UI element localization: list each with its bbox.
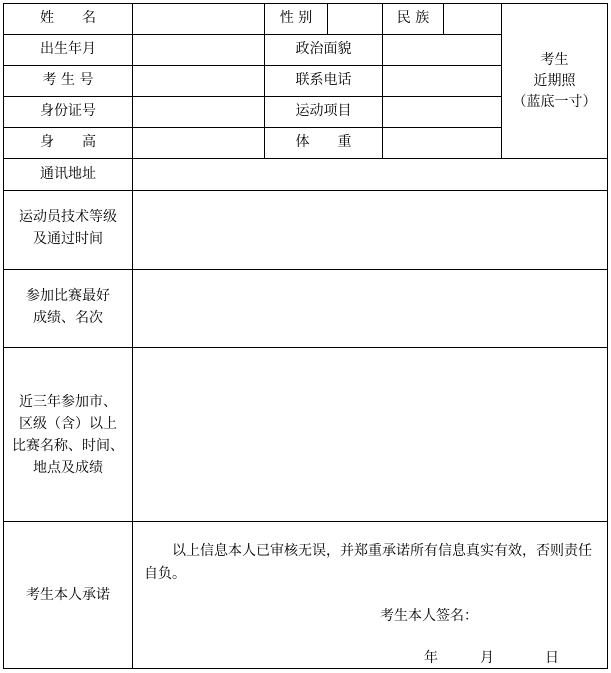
ethnicity-label: 民 族 (396, 10, 430, 26)
photo-line-2: 近期照 (533, 73, 576, 89)
gender-label: 性 别 (279, 10, 313, 26)
line (3, 65, 501, 66)
photo-line-3: （蓝底一寸） (512, 94, 597, 110)
line (3, 3, 608, 4)
date-day: 日 (545, 650, 559, 666)
pledge-label: 考生本人承诺 (26, 587, 110, 603)
line (3, 269, 608, 270)
line (3, 34, 501, 35)
political-label: 政治面貌 (295, 41, 352, 57)
best-results-label-1: 参加比赛最好 (26, 288, 110, 304)
line (3, 190, 608, 191)
address-label: 通讯地址 (40, 166, 96, 182)
birth-label: 出生年月 (40, 41, 96, 57)
line (607, 3, 608, 669)
line (3, 347, 608, 348)
pledge-text: 以上信息本人已审核无误，并郑重承诺所有信息真实有效，否则责任自负。 (144, 543, 592, 582)
line (3, 668, 608, 669)
photo-line-1: 考生 (540, 52, 569, 68)
date-year: 年 (424, 650, 438, 666)
line (132, 3, 133, 669)
line (3, 521, 608, 522)
recent-comp-label-1: 近三年参加市、 (19, 394, 117, 410)
line (3, 127, 501, 128)
gender-value[interactable] (328, 4, 382, 34)
recent-comp-label-3: 比赛名称、时间、 (12, 438, 124, 454)
ethnicity-value[interactable] (444, 4, 501, 34)
name-label: 姓 名 (40, 10, 96, 26)
tech-level-label-2: 及通过时间 (33, 231, 103, 247)
line (3, 96, 501, 97)
weight-label: 体 重 (295, 134, 352, 150)
recent-comp-label-2: 区级（含）以上 (19, 416, 117, 432)
id-no-label: 身份证号 (40, 103, 96, 119)
height-label: 身 高 (40, 134, 96, 150)
tech-level-label-1: 运动员技术等级 (19, 209, 117, 225)
signature-label: 考生本人签名： (380, 608, 478, 624)
name-value[interactable] (133, 4, 264, 34)
date-month: 月 (480, 650, 494, 666)
exam-no-label: 考 生 号 (42, 72, 94, 88)
sport-label: 运动项目 (295, 103, 352, 119)
recent-comp-label-4: 地点及成绩 (33, 460, 103, 476)
line (3, 158, 608, 159)
best-results-label-2: 成绩、名次 (33, 310, 103, 326)
phone-label: 联系电话 (295, 72, 352, 88)
